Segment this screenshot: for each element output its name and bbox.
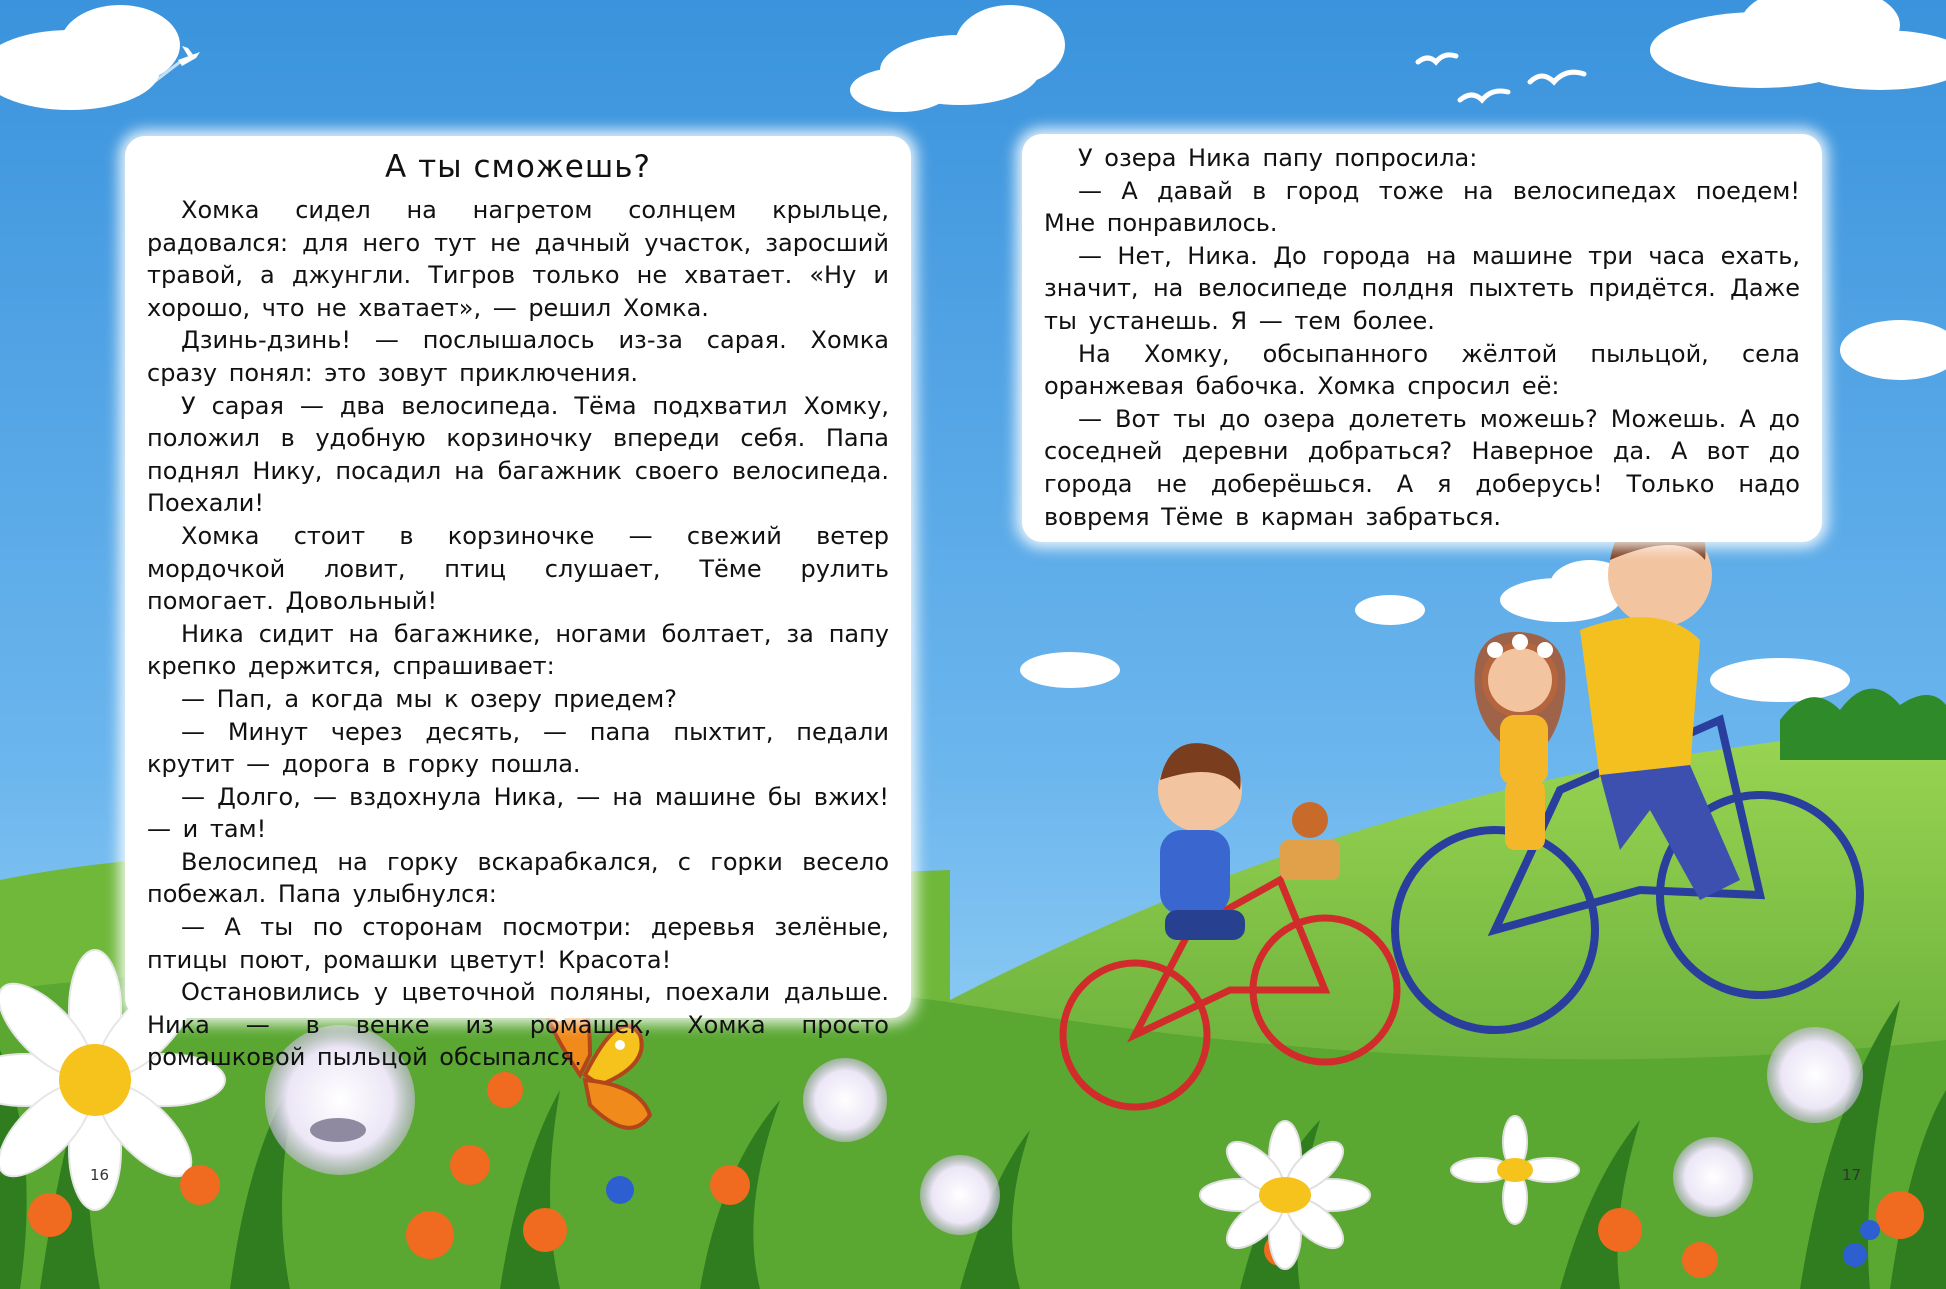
paragraph: — Нет, Ника. До города на машине три часа ехать, значит, на велосипеде полдня пыхтеть придётся. Даже ты устанешь. Я — тем более.: [1044, 241, 1800, 335]
paragraph: Хомка сидел на нагретом солнцем крыльце, радовался: для него тут не дачный участок, заросший травой, а джунгли. Тигров только не хватает. «Ну и хорошо, что не хватает», — решил Хомка.: [147, 196, 889, 322]
paragraph: На Хомку, обсыпанного жёлтой пыльцой, села оранжевая бабочка. Хомка спросил её:: [1044, 339, 1800, 401]
paragraph: — А давай в город тоже на велосипедах поедем! Мне понравилось.: [1044, 176, 1800, 238]
paragraph: Хомка стоит в корзиночке — свежий ветер мордочкой ловит, птиц слушает, Тёме рулить помогает. Довольный!: [147, 521, 889, 616]
story-title: А ты сможешь?: [385, 149, 651, 185]
dandelion-small-2: [920, 1155, 1000, 1235]
page-number-left: 16: [90, 1166, 110, 1184]
paragraph: Дзинь-дзинь! — послышалось из-за сарая. Хомка сразу понял: это зовут приключения.: [147, 326, 889, 387]
paragraph: — Долго, — вздохнула Ника, — на машине бы вжих! — и там!: [147, 782, 889, 844]
paragraph: У сарая — два велосипеда. Тёма подхватил Хомку, положил в удобную корзиночку впереди себя. Папа поднял Нику, посадил на багажник своего велосипеда. Поехали!: [147, 391, 889, 518]
paragraph: — Пап, а когда мы к озеру приедем?: [181, 684, 677, 713]
paragraph: Ника сидит на багажнике, ногами болтает, за папу крепко держится, спрашивает:: [147, 619, 889, 681]
paragraph: — А ты по сторонам посмотри: деревья зелёные, птицы поют, ромашки цветут! Красота!: [147, 913, 889, 974]
page-number-right: 17: [1842, 1166, 1862, 1184]
paragraph: Велосипед на горку вскарабкался, с горки весело побежал. Папа улыбнулся:: [147, 847, 889, 909]
paragraph: — Минут через десять, — папа пыхтит, педали крутит — дорога в горку пошла.: [147, 717, 889, 779]
tree-line: [1780, 689, 1946, 760]
paragraph: У озера Ника папу попросила:: [1078, 144, 1478, 172]
dandelion-right: [1767, 1027, 1863, 1123]
paragraph: — Вот ты до озера долететь можешь? Можешь. А до соседней деревни добраться? Наверное да. А вот до города не доберёшься. А я доберусь! Только надо вовремя Тёме в карман забраться.: [1044, 404, 1800, 531]
dandelion-right-2: [1673, 1137, 1753, 1217]
paragraph: Остановились у цветочной поляны, поехали дальше. Ника — в венке из ромашек, Хомка просто ромашковой пыльцой обсыпался.: [147, 978, 889, 1072]
right-text-panel: [1022, 134, 1822, 542]
left-text-panel: [125, 136, 911, 1072]
